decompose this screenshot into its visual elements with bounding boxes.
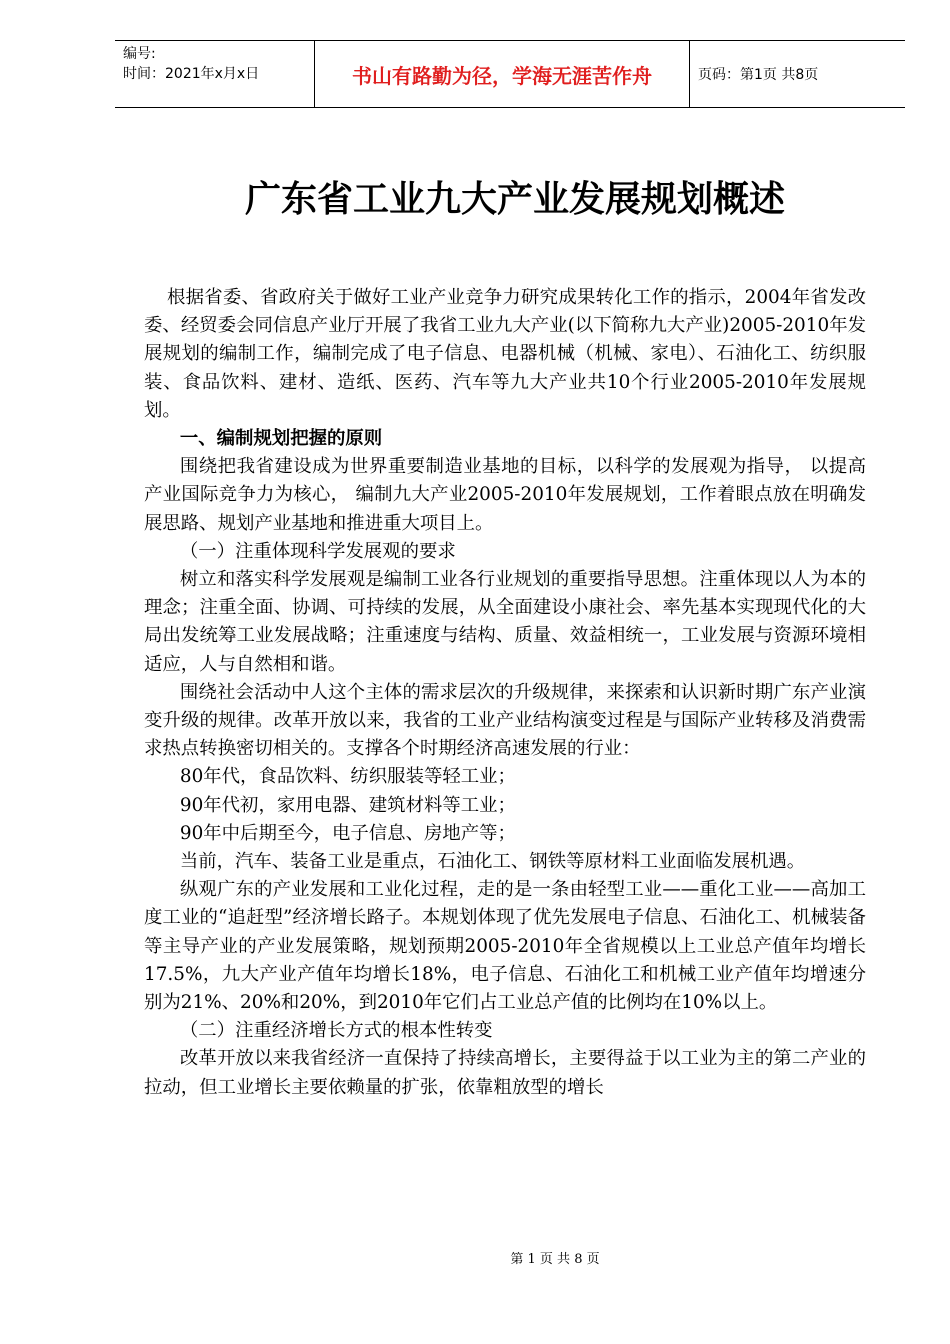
paragraph: 围绕社会活动中人这个主体的需求层次的升级规律，来探索和认识新时期广东产业演变升级的规律。改革开放以来，我省的工业产业结构演变过程是与国际产业转移及消费需求热点转换密切相关的。支撑各个时期经济高速发展的行业：	[144, 681, 866, 760]
paragraph: 树立和落实科学发展观是编制工业各行业规划的重要指导思想。注重体现以人为本的理念；注重全面、协调、可持续的发展，从全面建设小康社会、率先基本实现现代化的大局出发统筹工业发展战略；注重速度与结构、质量、效益相统一，工业发展与资源环境相适应，人与自然相和谐。	[144, 569, 866, 675]
list-item-80s: 80年代，食品饮料、纺织服装等轻工业；	[179, 766, 516, 788]
page-header	[115, 40, 905, 108]
intro-paragraph: 根据省委、省政府关于做好工业产业竞争力研究成果转化工作的指示，2004年省发改委、经贸委会同信息产业厅开展了我省工业九大产业(以下简称九大产业)2005-2010年发展规划的编制工作，编制完成了电子信息、电器机械（机械、家电）、石油化工、纺织服装、食品饮料、建材、造纸、医药、汽车等九大产业共10个行业2005-2010年发展规划。	[144, 287, 866, 421]
document-title: 广东省工业九大产业发展规划概述	[244, 179, 785, 220]
header-info	[115, 41, 315, 107]
paragraph: 围绕把我省建设成为世界重要制造业基地的目标，以科学的发展观为指导， 以提高产业国际竞争力为核心， 编制九大产业2005-2010年发展规划，工作着眼点放在明确发展思路、规划产业基地和推进重大项目上。	[144, 456, 866, 534]
subsection-heading-growth-mode: （二）注重经济增长方式的根本性转变	[179, 1020, 493, 1042]
paragraph: 纵观广东的产业发展和工业化过程，走的是一条由轻型工业——重化工业——高加工度工业的“追赶型”经济增长路子。本规划体现了优先发展电子信息、石油化工、机械装备等主导产业的产业发展策略，规划预期2005-2010年全省规模以上工业总产值年均增长17.5%，九大产业产值年均增长18%，电子信息、石油化工和机械工业产值年均增速分别为21%、20%和20%，到2010年它们占工业总产值的比例均在10%以上。	[144, 879, 866, 1014]
header-motto: 书山有路勤为径，学海无涯苦作舟	[315, 41, 690, 107]
code-label: 编号:	[123, 46, 156, 62]
subsection-heading-scientific-development: （一）注重体现科学发展观的要求	[179, 540, 456, 562]
section-heading-principles: 一、编制规划把握的原则	[179, 428, 383, 450]
page-footer: 第 1 页 共 8 页	[510, 1252, 600, 1267]
list-item-late-90s: 90年中后期至今，电子信息、房地产等；	[179, 822, 516, 844]
list-item-early-90s: 90年代初，家用电器、建筑材料等工业；	[179, 794, 516, 816]
time-label: 时间：2021年x月x日	[123, 66, 260, 82]
header-page-number: 页码：第1页 共8页	[698, 67, 819, 83]
document-body	[144, 284, 866, 1102]
paragraph: 改革开放以来我省经济一直保持了持续高增长，主要得益于以工业为主的第二产业的拉动，但工业增长主要依赖量的扩张，依靠粗放型的增长	[144, 1048, 866, 1098]
list-item-current: 当前，汽车、装备工业是重点，石油化工、钢铁等原材料工业面临发展机遇。	[179, 851, 806, 873]
